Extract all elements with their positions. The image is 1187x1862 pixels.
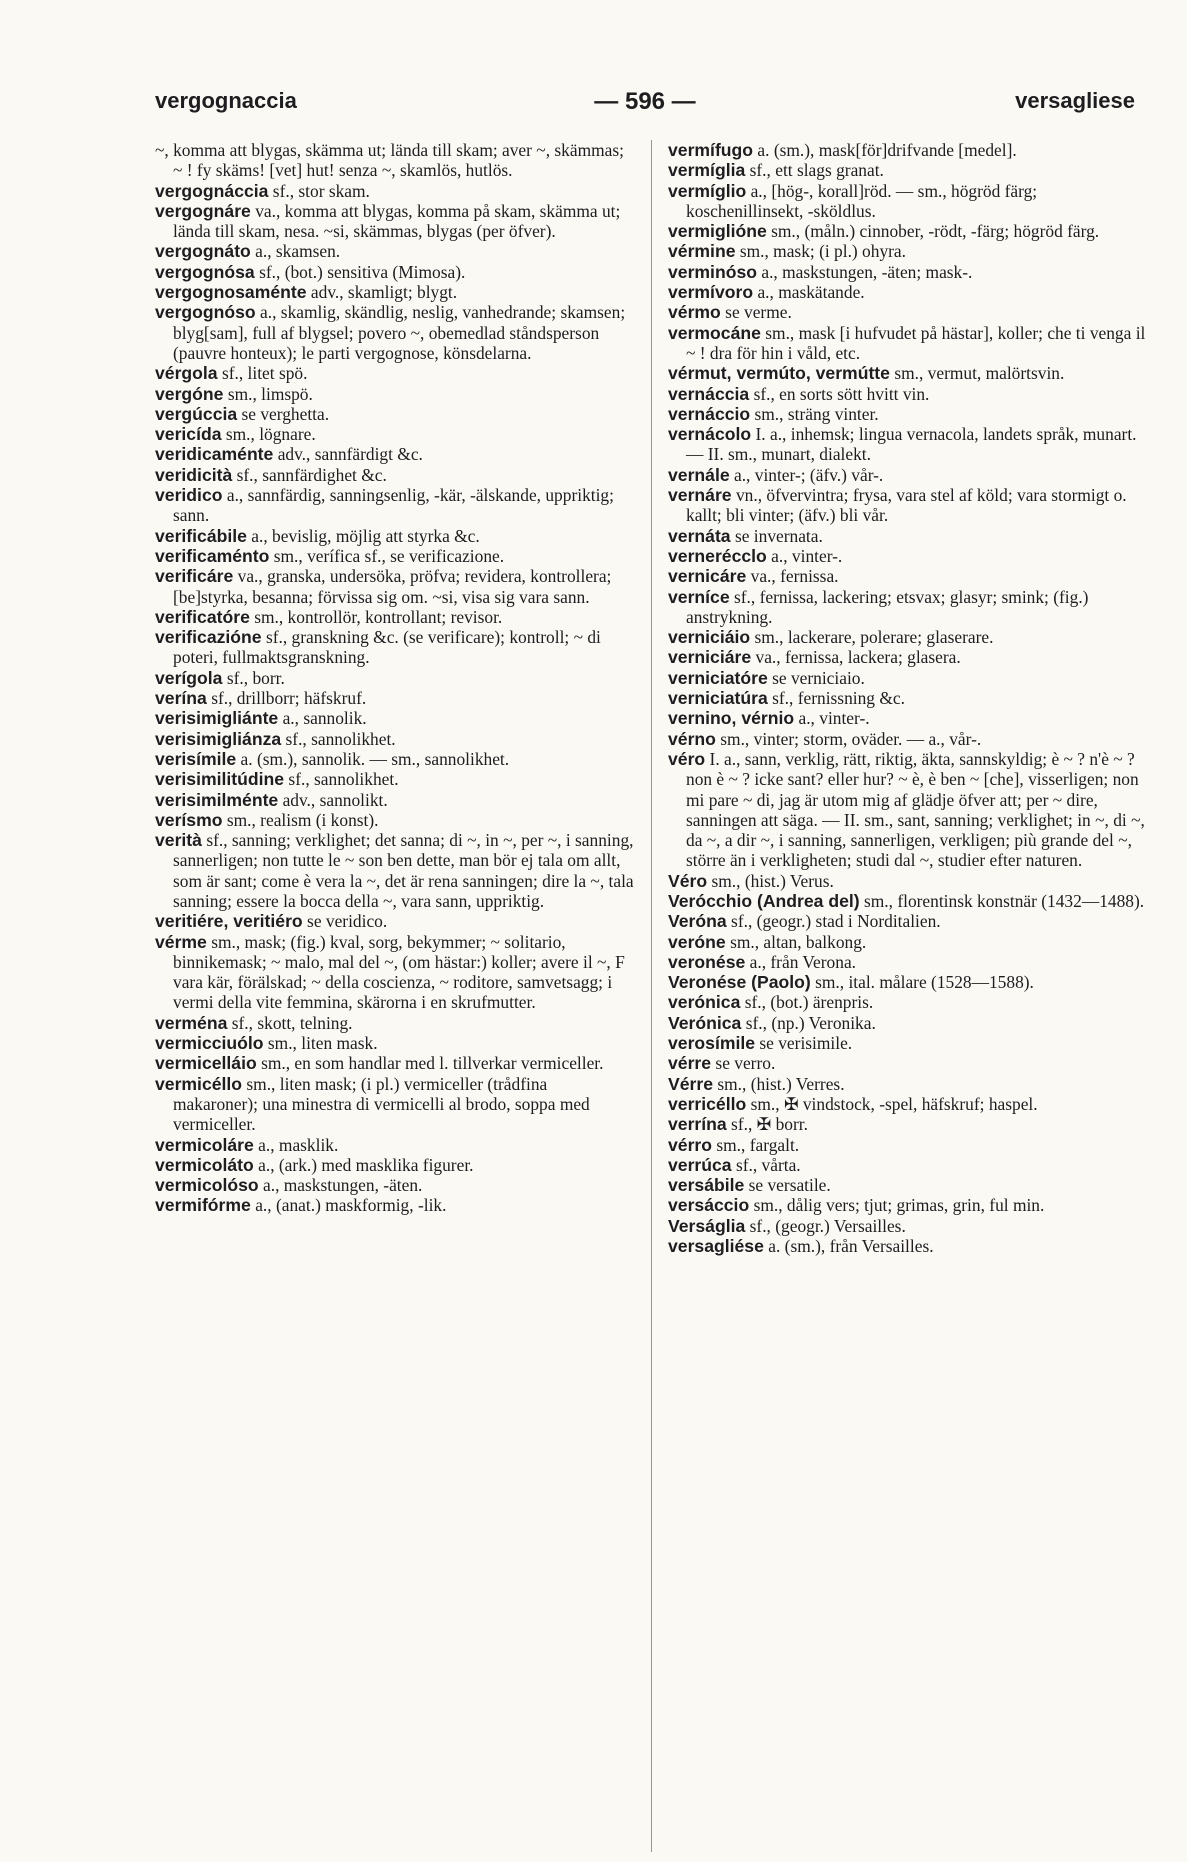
page-header — [155, 88, 1135, 122]
dictionary-entry — [668, 282, 1146, 302]
entry-headword: vérmine — [668, 241, 736, 262]
dictionary-entry — [668, 972, 1146, 992]
entry-definition: se verniciaio. — [772, 667, 865, 688]
entry-definition: sm., vinter; storm, oväder. — a., vår-. — [720, 728, 982, 749]
entry-definition: a., bevislig, möjlig att styrka &c. — [251, 525, 480, 546]
entry-definition: va., komma att blygas, komma på skam, skämma ut; lända till skam, nesa. ~si, skämmas, blygas (per öfver). — [173, 200, 621, 242]
entry-definition: sm., verífica sf., se verificazione. — [273, 545, 505, 566]
entry-definition: sm., kontrollör, kontrollant; revisor. — [254, 606, 503, 627]
dictionary-entry — [668, 647, 1146, 667]
entry-headword: verména — [155, 1012, 228, 1033]
entry-definition: a., [hög-, korall]röd. — sm., högröd färg; koschenillinsekt, -sköldlus. — [686, 180, 1038, 221]
entry-headword: vérno — [668, 728, 716, 749]
entry-headword: verniciatóre — [668, 667, 768, 688]
entry-headword: vérgola — [155, 363, 218, 384]
entry-definition: sm., limspö. — [227, 383, 313, 404]
dictionary-entry — [155, 140, 635, 181]
entry-definition: sf., borr. — [226, 667, 285, 688]
dictionary-entry — [668, 992, 1146, 1012]
dictionary-entry — [155, 1155, 635, 1175]
dictionary-entry — [668, 749, 1146, 871]
dictionary-entry — [155, 911, 635, 931]
page-number: — 596 — — [594, 88, 696, 115]
entry-definition: sf., ett slags granat. — [749, 160, 884, 181]
dictionary-entry — [668, 566, 1146, 586]
entry-definition: sm., dålig vers; tjut; grimas, grin, ful min. — [753, 1195, 1045, 1216]
entry-definition: se invernata. — [734, 525, 823, 546]
entry-headword: verrúca — [668, 1154, 732, 1175]
dictionary-entry — [155, 201, 635, 242]
entry-definition: sf., (bot.) ärenpris. — [744, 992, 874, 1013]
entry-definition: vn., öfvervintra; frysa, vara stel af köld; vara stormigt o. kallt; bli vinter; (äfv.) bli vår. — [686, 485, 1127, 526]
dictionary-entry — [155, 830, 635, 911]
dictionary-entry — [668, 1053, 1146, 1073]
entry-headword: vérro — [668, 1134, 713, 1155]
entry-headword: veridico — [155, 485, 223, 506]
entry-definition: sf., fernissning &c. — [772, 688, 905, 709]
entry-headword: versábile — [668, 1175, 745, 1196]
dictionary-entry — [155, 282, 635, 302]
dictionary-entry — [155, 465, 635, 485]
dictionary-entry — [155, 769, 635, 789]
entry-definition: sm., lackerare, polerare; glaserare. — [754, 627, 994, 648]
entry-definition: sm., lögnare. — [225, 424, 316, 445]
entry-definition: sf., skott, telning. — [231, 1012, 353, 1033]
entry-definition: a., maskätande. — [757, 282, 865, 303]
dictionary-entry — [155, 566, 635, 607]
left-column — [155, 140, 635, 1216]
entry-headword: verisimigliánte — [155, 708, 279, 729]
entry-definition: sm., ital. målare (1528—1588). — [815, 972, 1034, 993]
entry-definition: se veridico. — [307, 911, 388, 932]
entry-headword: Véro — [668, 870, 708, 891]
entry-headword: verisimigliánza — [155, 728, 282, 749]
entry-definition: I. a., sann, verklig, rätt, riktig, äkta, sannskyldig; è ~ ? n'è ~ ? non è ~ ? icke sant? eller hur? ~ è, è ben ~ [che], visserligen; non mi pare ~ di, jag är utom mig af glädje öfver att; per ~ dire, sanningen att säga. — II. sm., sant, sanning; verklighet; in ~, di ~, da ~, a dir ~, i sanning, sannerligen, verkligen; più grande del ~, större än i verkligheten; studi dal ~, studier efter naturen. — [686, 748, 1145, 871]
entry-headword: verricéllo — [668, 1093, 747, 1114]
dictionary-entry — [155, 546, 635, 566]
entry-definition: sm., sträng vinter. — [754, 403, 879, 424]
entry-headword: verminóso — [668, 261, 757, 282]
entry-definition: se versatile. — [748, 1175, 831, 1196]
dictionary-entry — [668, 302, 1146, 322]
header-first-word: vergognaccia — [155, 88, 297, 113]
dictionary-entry — [155, 1195, 635, 1215]
entry-headword: verígola — [155, 667, 223, 688]
dictionary-entry — [155, 1053, 635, 1073]
entry-headword: verisímile — [155, 748, 237, 769]
entry-definition: a., från Verona. — [749, 951, 857, 972]
entry-headword: vermicoláre — [155, 1134, 254, 1155]
entry-headword: vergognáccia — [155, 180, 269, 201]
dictionary-entry — [155, 1074, 635, 1135]
entry-headword: vericída — [155, 424, 222, 445]
entry-headword: veridicità — [155, 464, 233, 485]
entry-headword: Verócchio (Andrea del) — [668, 890, 860, 911]
entry-definition: a., masklik. — [258, 1134, 339, 1155]
dictionary-entry — [155, 262, 635, 282]
entry-headword: vermíglia — [668, 160, 746, 181]
entry-headword: vermívoro — [668, 282, 754, 303]
entry-headword: verificábile — [155, 525, 247, 546]
dictionary-entry — [668, 587, 1146, 628]
entry-headword: versáccio — [668, 1195, 750, 1216]
entry-headword: verità — [155, 830, 202, 851]
dictionary-entry — [668, 241, 1146, 261]
entry-definition: sm., liten mask. — [267, 1033, 378, 1054]
entry-definition: sm., mask; (fig.) kval, sorg, bekymmer; ~ solitario, binnikemask; ~ malo, mal del ~, (om hästar:) koller; avere il ~, F vara kär, förälskad; ~ della coscienza, ~ roditore, samvetsagg; i vermi della vite femmina, skärorna i en skrufmutter. — [173, 931, 625, 1013]
entry-headword: verniciáio — [668, 627, 751, 648]
entry-headword: Vérre — [668, 1073, 713, 1094]
dictionary-entry — [668, 1195, 1146, 1215]
dictionary-entry — [155, 749, 635, 769]
entry-headword: vernerécclo — [668, 545, 767, 566]
entry-definition: sm., vermut, malörtsvin. — [894, 363, 1065, 384]
entry-headword: vernino, vérnio — [668, 708, 795, 729]
dictionary-entry — [668, 262, 1146, 282]
dictionary-entry — [155, 932, 635, 1013]
dictionary-entry — [668, 1074, 1146, 1094]
dictionary-entry — [155, 627, 635, 668]
entry-definition: sf., vårta. — [735, 1154, 801, 1175]
entry-headword: vermicéllo — [155, 1073, 243, 1094]
entry-headword: vérmut, vermúto, vermútte — [668, 363, 890, 384]
dictionary-entry — [668, 404, 1146, 424]
entry-headword: vermíglio — [668, 180, 747, 201]
entry-headword: verísmo — [155, 809, 223, 830]
entry-headword: vergognáto — [155, 241, 251, 262]
entry-definition: adv., skamligt; blygt. — [310, 282, 458, 303]
entry-definition: sm., mask [i hufvudet på hästar], koller; che ti venga il ~ ! dra för hin i våld, etc. — [686, 322, 1146, 363]
entry-headword: verificáre — [155, 566, 234, 587]
dictionary-entry — [155, 485, 635, 526]
dictionary-entry — [668, 911, 1146, 931]
entry-definition: sm., ✠ vindstock, -spel, häfskruf; haspel. — [750, 1093, 1038, 1114]
entry-headword: veróne — [668, 931, 726, 952]
entry-headword: vérre — [668, 1053, 712, 1074]
dictionary-entry — [668, 160, 1146, 180]
entry-definition: sm., florentinsk konstnär (1432—1488). — [863, 890, 1145, 911]
entry-headword: vérme — [155, 931, 207, 952]
entry-headword: vernácolo — [668, 424, 752, 445]
dictionary-entry — [668, 932, 1146, 952]
entry-definition: sf., drillborr; häfskruf. — [211, 688, 367, 709]
entry-headword: verisimilménte — [155, 789, 279, 810]
entry-headword: vernále — [668, 464, 730, 485]
entry-definition: sm., mask; (i pl.) ohyra. — [739, 241, 906, 262]
dictionary-entry — [668, 627, 1146, 647]
dictionary-entry — [155, 302, 635, 363]
entry-definition: a., maskstungen, -äten. — [263, 1175, 423, 1196]
entry-headword: verónica — [668, 992, 741, 1013]
entry-definition: sm., (hist.) Verres. — [717, 1073, 845, 1094]
entry-headword: vergognáre — [155, 200, 251, 221]
entry-definition: a., skamlig, skändlig, neslig, vanhedrande; skamsen; blyg[sam], full af blygsel; povero ~, obemedlad ståndsperson (pauvre honteux); le parti vergognose, könsdelarna. — [173, 302, 626, 363]
entry-headword: vermifórme — [155, 1195, 251, 1216]
dictionary-entry — [668, 465, 1146, 485]
entry-headword: vernáta — [668, 525, 731, 546]
dictionary-entry — [155, 384, 635, 404]
entry-definition: adv., sannolikt. — [282, 789, 388, 810]
dictionary-entry — [155, 708, 635, 728]
dictionary-entry — [668, 1033, 1146, 1053]
dictionary-entry — [155, 790, 635, 810]
entry-headword: veridicaménte — [155, 444, 274, 465]
entry-definition: a. (sm.), från Versailles. — [768, 1236, 934, 1257]
entry-headword: Veronése (Paolo) — [668, 972, 811, 993]
entry-headword: vernicáre — [668, 566, 747, 587]
entry-definition: sf., sannfärdighet &c. — [236, 464, 387, 485]
dictionary-entry — [668, 1155, 1146, 1175]
dictionary-entry — [155, 363, 635, 383]
dictionary-entry — [668, 1094, 1146, 1114]
entry-headword: vermicelláio — [155, 1053, 257, 1074]
entry-headword: Verónica — [668, 1012, 742, 1033]
entry-definition: ~, komma att blygas, skämma ut; lända till skam; aver ~, skämmas; ~ ! fy skäms! [vet] hut! senza ~, skamlös, hutlös. — [155, 140, 624, 181]
entry-definition: a. (sm.), mask[för]drifvande [medel]. — [757, 140, 1017, 160]
entry-definition: I. a., inhemsk; lingua vernacola, landets språk, munart. — II. sm., munart, dialekt. — [686, 424, 1137, 465]
entry-definition: sf., fernissa, lackering; etsvax; glasyr; smink; (fig.) anstrykning. — [686, 586, 1089, 627]
dictionary-entry — [668, 688, 1146, 708]
dictionary-entry — [155, 1033, 635, 1053]
entry-definition: a., (ark.) med masklika figurer. — [258, 1154, 474, 1175]
dictionary-entry — [668, 546, 1146, 566]
dictionary-entry — [668, 1013, 1146, 1033]
entry-headword: vermicoláto — [155, 1154, 254, 1175]
entry-headword: vergúccia — [155, 403, 238, 424]
entry-headword: verniciáre — [668, 647, 752, 668]
dictionary-entry — [155, 241, 635, 261]
dictionary-entry — [668, 485, 1146, 526]
entry-definition: sf., ✠ borr. — [731, 1114, 808, 1135]
dictionary-entry — [155, 688, 635, 708]
entry-definition: sf., sannolikhet. — [285, 728, 396, 749]
entry-definition: sm., altan, balkong. — [730, 931, 867, 952]
entry-definition: a., vinter-. — [798, 708, 870, 729]
entry-definition: sf., (bot.) sensitiva (Mimosa). — [259, 261, 466, 282]
entry-definition: va., fernissa, lackera; glasera. — [755, 647, 961, 668]
header-last-word: versagliese — [1015, 88, 1135, 113]
entry-headword: verificaménto — [155, 545, 270, 566]
entry-headword: Veróna — [668, 911, 727, 932]
dictionary-entry — [668, 1175, 1146, 1195]
entry-headword: verosímile — [668, 1033, 756, 1054]
entry-definition: sm., fargalt. — [716, 1134, 800, 1155]
entry-definition: a., skamsen. — [255, 241, 341, 262]
entry-definition: adv., sannfärdigt &c. — [277, 444, 423, 465]
entry-definition: sf., (np.) Veronika. — [745, 1012, 876, 1033]
entry-definition: a., sannolik. — [282, 708, 367, 729]
column-divider — [651, 140, 652, 1852]
entry-headword: verína — [155, 688, 207, 709]
dictionary-entry — [668, 140, 1146, 160]
entry-definition: se verme. — [725, 302, 792, 323]
entry-definition: va., fernissa. — [750, 566, 839, 587]
dictionary-entry — [155, 1135, 635, 1155]
entry-definition: a., vinter-; (äfv.) vår-. — [733, 464, 884, 485]
entry-definition: sm., liten mask; (i pl.) vermiceller (trådfina makaroner); una minestra di vermicelli al brodo, soppa med vermiceller. — [173, 1073, 590, 1135]
dictionary-entry — [668, 526, 1146, 546]
entry-definition: a. (sm.), sannolik. — sm., sannolikhet. — [240, 748, 510, 769]
entry-headword: Verságlia — [668, 1215, 746, 1236]
entry-definition: a., vinter-. — [771, 545, 843, 566]
entry-definition: sf., (geogr.) Versailles. — [749, 1215, 906, 1236]
dictionary-entry — [668, 871, 1146, 891]
entry-headword: vermocáne — [668, 322, 761, 343]
dictionary-entry — [155, 729, 635, 749]
dictionary-entry — [668, 221, 1146, 241]
entry-headword: vermiglióne — [668, 221, 767, 242]
entry-definition: se verisimile. — [759, 1033, 853, 1054]
dictionary-entry — [668, 708, 1146, 728]
entry-definition: sf., sannolikhet. — [288, 769, 399, 790]
entry-headword: veritiére, veritiéro — [155, 911, 303, 932]
entry-headword: vérmo — [668, 302, 721, 323]
dictionary-entry — [668, 668, 1146, 688]
entry-definition: sf., stor skam. — [272, 180, 370, 201]
entry-headword: vermicolóso — [155, 1175, 259, 1196]
entry-headword: versagliése — [668, 1236, 764, 1257]
entry-definition: sf., litet spö. — [221, 363, 308, 384]
dictionary-entry — [668, 1114, 1146, 1134]
entry-headword: vergóne — [155, 383, 224, 404]
entry-headword: vergognóso — [155, 302, 256, 323]
dictionary-entry — [155, 181, 635, 201]
dictionary-entry — [155, 444, 635, 464]
entry-headword: vermicciuólo — [155, 1033, 264, 1054]
entry-headword: verisimilitúdine — [155, 769, 285, 790]
entry-definition: a., sannfärdig, sanningsenlig, -kär, -älskande, uppriktig; sann. — [173, 485, 614, 526]
entry-definition: a., (anat.) maskformig, -lik. — [255, 1195, 447, 1216]
dictionary-entry — [155, 668, 635, 688]
dictionary-entry — [668, 1216, 1146, 1236]
dictionary-entry — [155, 404, 635, 424]
entry-headword: verificatóre — [155, 606, 250, 627]
dictionary-entry — [668, 891, 1146, 911]
entry-headword: vernáccia — [668, 383, 750, 404]
entry-headword: vernáccio — [668, 403, 751, 424]
dictionary-entry — [155, 1175, 635, 1195]
dictionary-entry — [668, 323, 1146, 364]
entry-headword: vergognósa — [155, 261, 255, 282]
dictionary-entry — [155, 526, 635, 546]
entry-definition: sm., realism (i konst). — [226, 809, 379, 830]
dictionary-entry — [668, 424, 1146, 465]
entry-definition: sf., en sorts sött hvitt vin. — [753, 383, 930, 404]
entry-headword: verificazióne — [155, 627, 262, 648]
dictionary-entry — [668, 1135, 1146, 1155]
dictionary-entry — [668, 181, 1146, 222]
entry-headword: vermífugo — [668, 140, 754, 160]
entry-definition: a., maskstungen, -äten; mask-. — [761, 261, 973, 282]
entry-headword: véro — [668, 748, 706, 769]
entry-definition: sm., (hist.) Verus. — [711, 870, 834, 891]
dictionary-entry — [668, 729, 1146, 749]
entry-headword: verníce — [668, 586, 730, 607]
entry-definition: va., granska, undersöka, pröfva; revidera, kontrollera; [be]styrka, besanna; förvissa sig om. ~si, visa sig vara sann. — [173, 566, 612, 607]
entry-definition: sf., granskning &c. (se verificare); kontroll; ~ di poteri, fullmaktsgranskning. — [173, 627, 601, 668]
dictionary-entry — [668, 952, 1146, 972]
entry-definition: sm., en som handlar med l. tillverkar vermiceller. — [261, 1053, 604, 1074]
entry-definition: se verghetta. — [241, 403, 330, 424]
dictionary-entry — [155, 1013, 635, 1033]
entry-definition: se verro. — [715, 1053, 776, 1074]
dictionary-entry — [668, 384, 1146, 404]
entry-headword: veronése — [668, 951, 746, 972]
entry-headword: verniciatúra — [668, 688, 768, 709]
entry-headword: verrína — [668, 1114, 727, 1135]
dictionary-entry — [155, 607, 635, 627]
dictionary-entry — [155, 424, 635, 444]
entry-definition: sm., (måln.) cinnober, -rödt, -färg; högröd färg. — [771, 221, 1100, 242]
right-column — [668, 140, 1146, 1256]
dictionary-entry — [668, 1236, 1146, 1256]
entry-definition: sf., sanning; verklighet; det sanna; di ~, in ~, per ~, i sanning, sannerligen; non tutte le ~ son ben dette, man bör ej tala om allt, som är sant; come è vera la ~, det är rena sanningen; dire la ~, tala sanning; essere la bocca della ~, vara sann, uppriktig. — [173, 830, 634, 911]
entry-headword: vernáre — [668, 485, 732, 506]
entry-definition: sf., (geogr.) stad i Norditalien. — [731, 911, 941, 932]
dictionary-entry — [155, 810, 635, 830]
dictionary-entry — [668, 363, 1146, 383]
entry-headword: vergognosaménte — [155, 282, 307, 303]
